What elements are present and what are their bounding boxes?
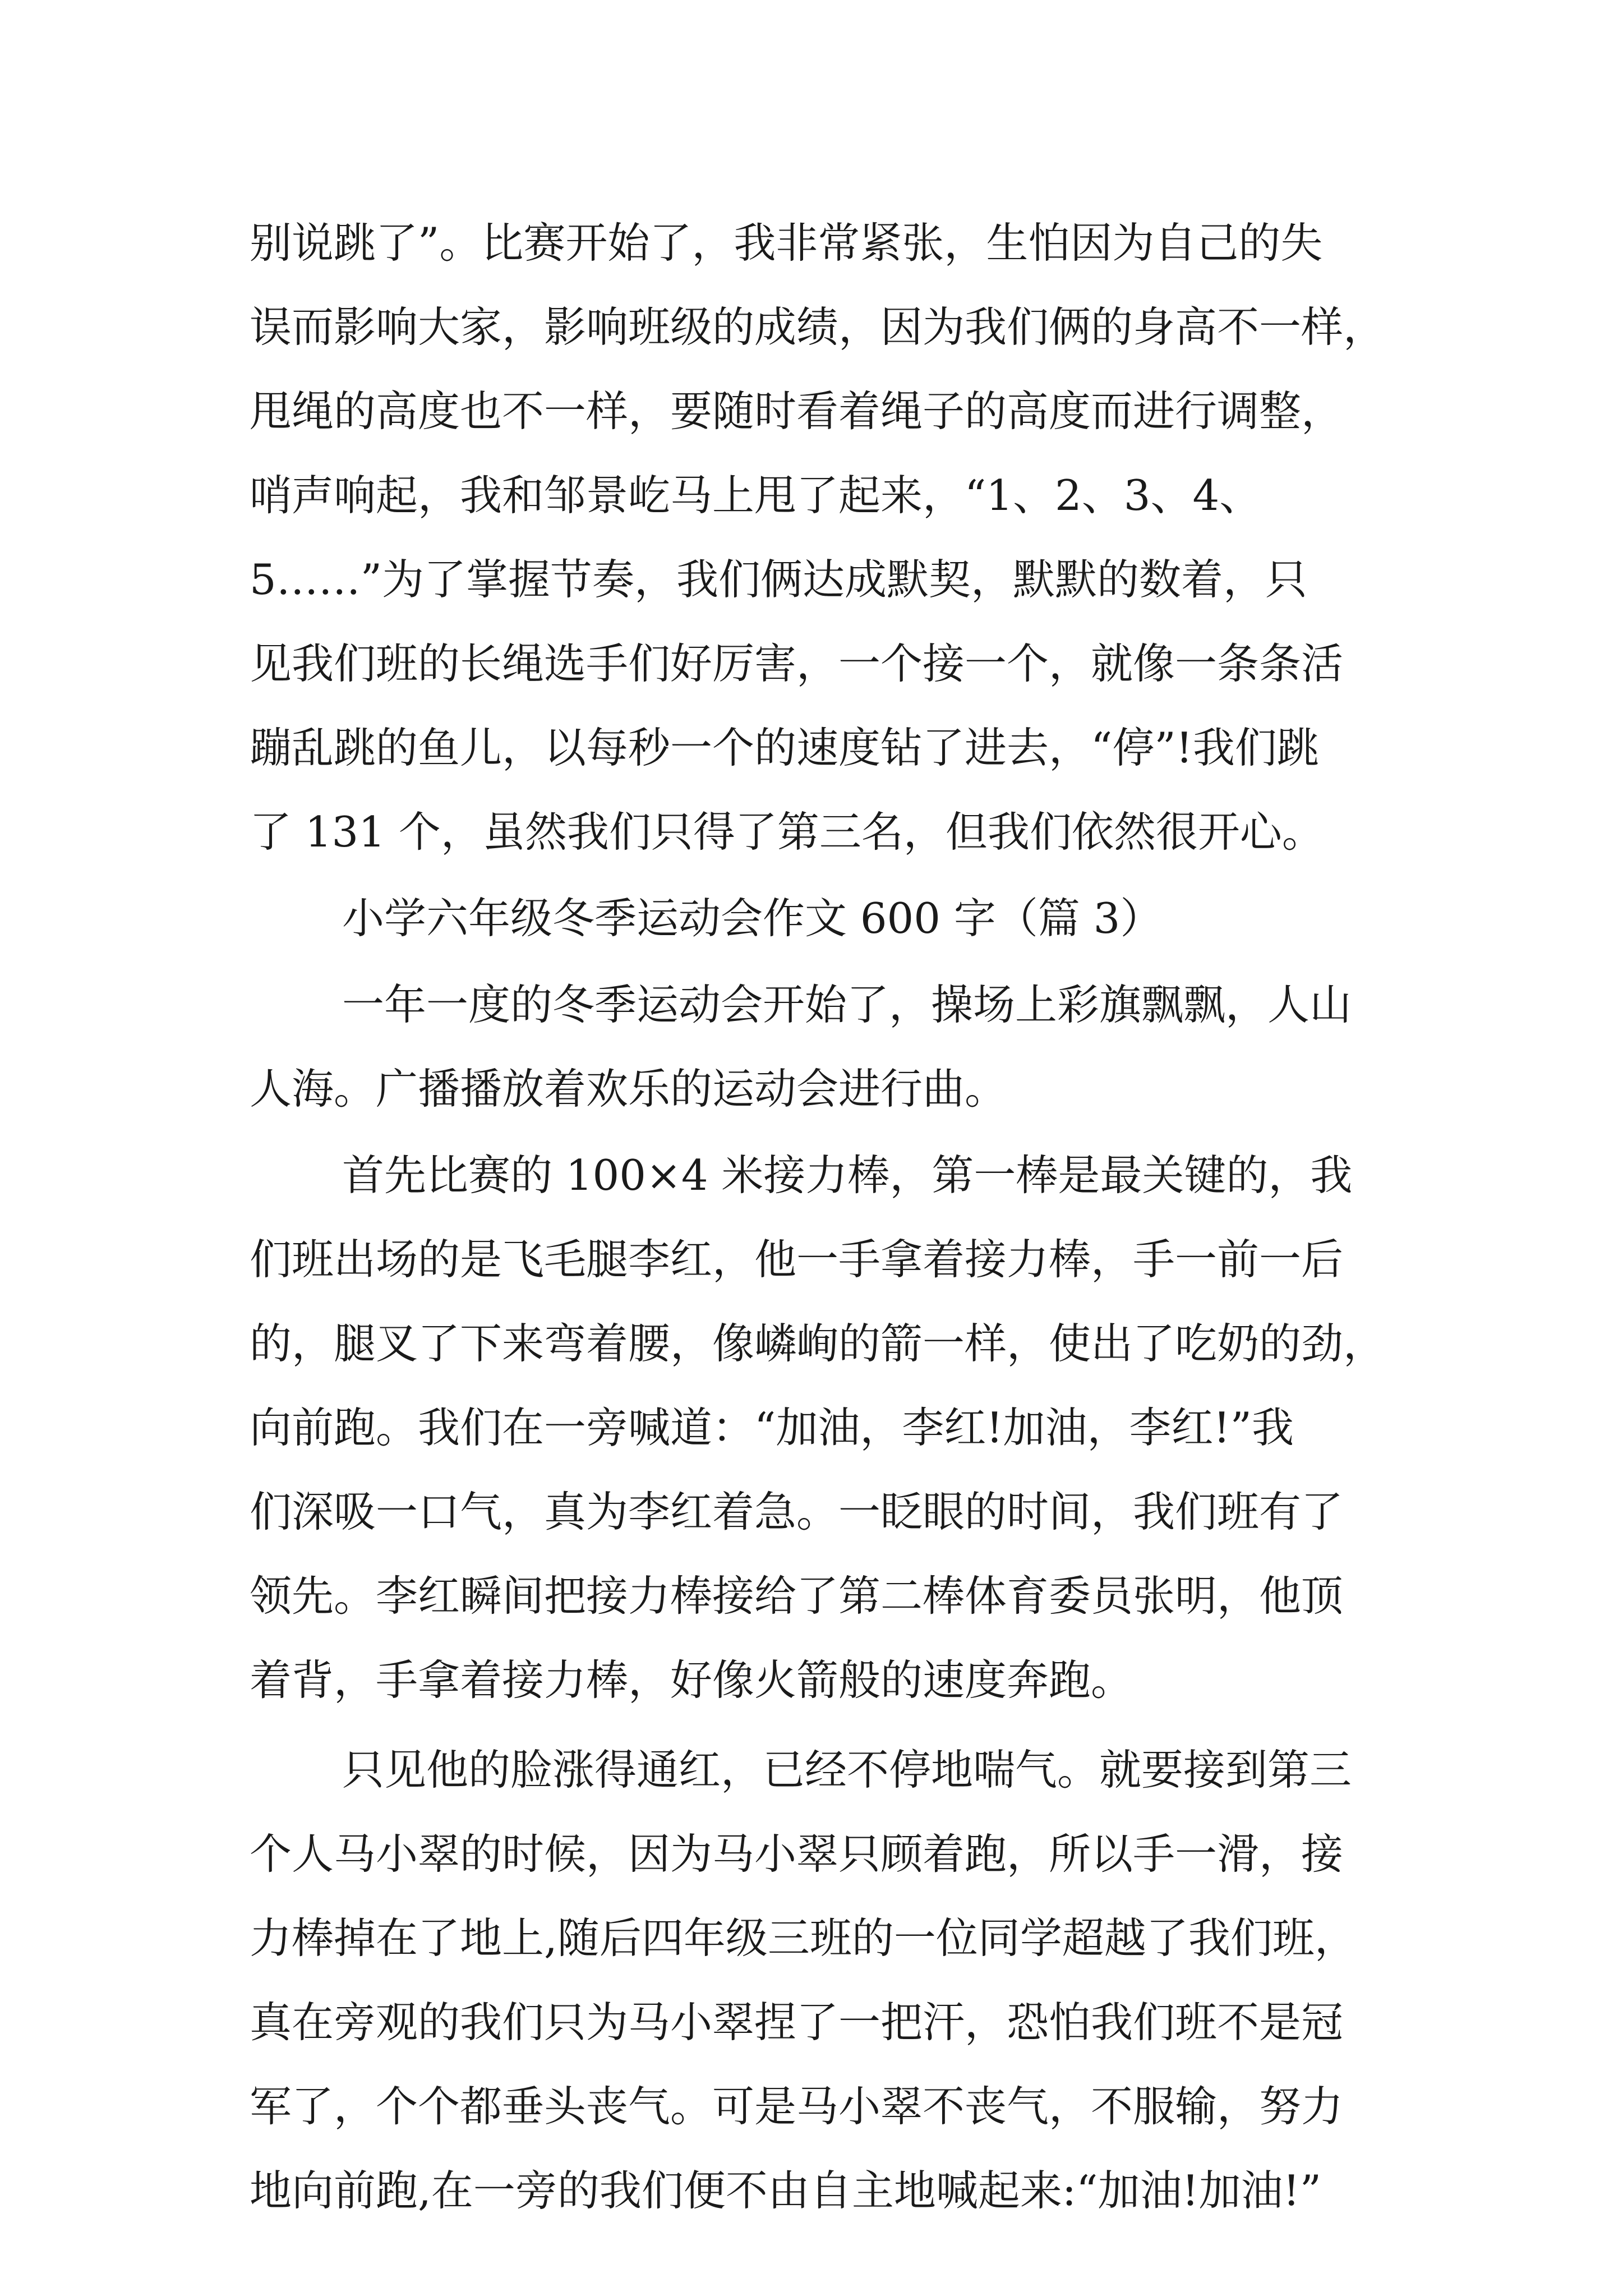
text-line: 甩绳的高度也不一样，要随时看着绳子的高度而进行调整， bbox=[250, 386, 1344, 436]
text-line: 哨声响起，我和邹景屹马上甩了起来，“1、2、3、4、 bbox=[250, 471, 1262, 520]
text-line: 了 131 个，虽然我们只得了第三名，但我们依然很开心。 bbox=[250, 807, 1324, 857]
text-line: 们深吸一口气，真为李红着急。一眨眼的时间，我们班有了 bbox=[250, 1487, 1344, 1536]
text-line: 人海。广播播放着欢乐的运动会进行曲。 bbox=[250, 1064, 1007, 1114]
text-line: 一年一度的冬季运动会开始了，操场上彩旗飘飘，人山 bbox=[342, 980, 1352, 1029]
text-line: 地向前跑,在一旁的我们便不由自主地喊起来:“加油!加油!” bbox=[250, 2166, 1322, 2215]
text-line: 误而影响大家，影响班级的成绩，因为我们俩的身高不一样， bbox=[250, 302, 1386, 352]
text-line: 向前跑。我们在一旁喊道：“加油，李红!加油，李红!”我 bbox=[250, 1403, 1294, 1452]
text-line: 军了，个个都垂头丧气。可是马小翠不丧气，不服输，努力 bbox=[250, 2082, 1344, 2131]
text-line: 首先比赛的 100×4 米接力棒，第一棒是最关键的，我 bbox=[342, 1151, 1353, 1200]
text-line: 只见他的脸涨得通红，已经不停地喘气。就要接到第三 bbox=[342, 1745, 1352, 1795]
text-line: 别说跳了”。比赛开始了，我非常紧张，生怕因为自己的失 bbox=[250, 218, 1323, 268]
text-line: 见我们班的长绳选手们好厉害，一个接一个，就像一条条活 bbox=[250, 639, 1344, 688]
text-line: 的，腿叉了下来弯着腰，像嶙峋的箭一样，使出了吃奶的劲， bbox=[250, 1319, 1386, 1368]
text-line: 真在旁观的我们只为马小翠捏了一把汗，恐怕我们班不是冠 bbox=[250, 1998, 1344, 2047]
text-line: 领先。李红瞬间把接力棒接给了第二棒体育委员张明，他顶 bbox=[250, 1571, 1344, 1621]
text-line: 蹦乱跳的鱼儿，以每秒一个的速度钻了进去，“停”!我们跳 bbox=[250, 723, 1319, 772]
section-heading: 小学六年级冬季运动会作文 600 字（篇 3） bbox=[342, 894, 1163, 943]
text-line: 力棒掉在了地上,随后四年级三班的一位同学超越了我们班， bbox=[250, 1913, 1357, 1963]
text-line: 个人马小翠的时候，因为马小翠只顾着跑，所以手一滑，接 bbox=[250, 1829, 1344, 1879]
text-line: 们班出场的是飞毛腿李红，他一手拿着接力棒，手一前一后 bbox=[250, 1235, 1344, 1284]
text-line: 5……”为了掌握节奏，我们俩达成默契，默默的数着，只 bbox=[250, 555, 1308, 604]
text-line: 着背，手拿着接力棒，好像火箭般的速度奔跑。 bbox=[250, 1655, 1133, 1705]
